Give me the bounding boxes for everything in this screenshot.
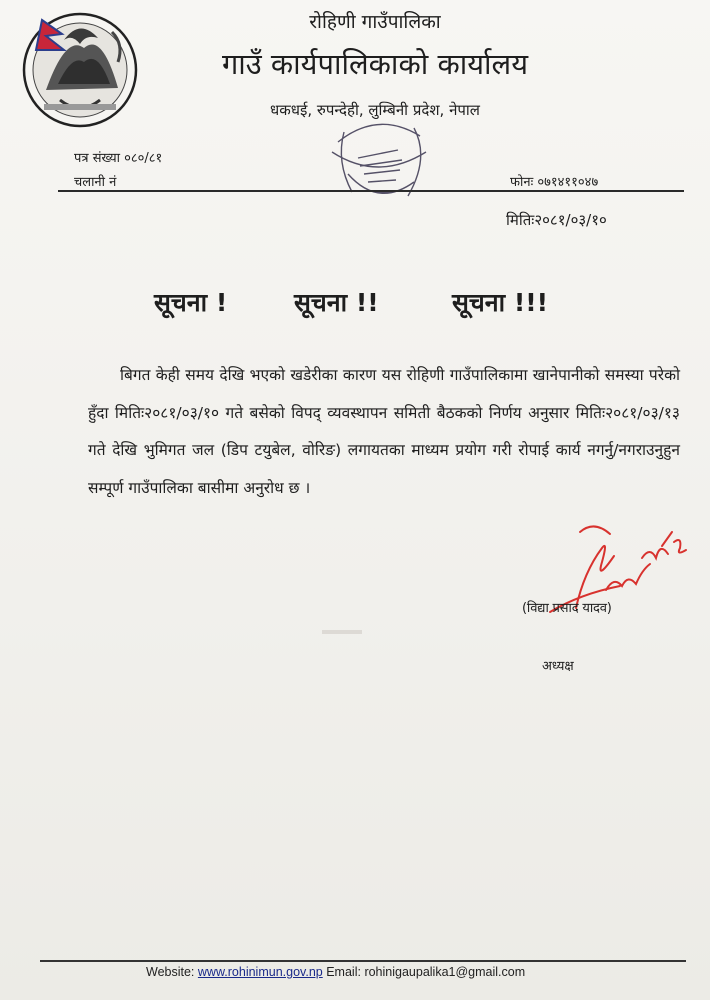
footer-divider xyxy=(40,960,686,962)
signer-name: (विद्या प्रसाद यादव) xyxy=(522,601,612,616)
signer-title: अध्यक्ष xyxy=(542,659,574,674)
office-stamp-icon xyxy=(318,112,438,212)
municipality-name: रोहिणी गाउँपालिका xyxy=(309,11,441,33)
website-label: Website: xyxy=(146,965,195,979)
office-name: गाउँ कार्यपालिकाको कार्यालय xyxy=(221,47,529,81)
notice-body: बिगत केही समय देखि भएको खडेरीका कारण यस रोहिणी गाउँपालिकामा खानेपानीको समस्या परेको हुँदा मितिः२०८१/०३/१० गते बसेको विपद् व्यवस्थापन समिती बैठकको निर्णय अनुसार मितिः२०८१/०३/१३ गते देखि भुमिगत जल (डिप टयुबेल, वोरिङ) लगायतका माध्यम प्रयोग गरी रोपाई कार्य नगर्नु/नगराउनुहुन सम्पूर्ण गाउँपालिका बासीमा अनुरोध छ । xyxy=(88,366,680,497)
footer xyxy=(146,965,525,979)
notice-heading-3: सूचना !!! xyxy=(452,288,549,317)
website-link[interactable]: www.rohinimun.gov.np xyxy=(197,965,323,979)
email-label: Email: xyxy=(326,965,361,979)
email-address[interactable]: rohinigaupalika1@gmail.com xyxy=(364,965,526,979)
phone-number: फोनः ०७१४११०४७ xyxy=(510,175,599,190)
paper-smudge xyxy=(322,630,362,634)
notice-heading-2: सूचना !! xyxy=(294,288,379,317)
office-address: धकधई, रुपन्देही, लुम्बिनी प्रदेश, नेपाल xyxy=(270,101,480,119)
notice-heading-1: सूचना ! xyxy=(154,288,228,317)
dispatch-number: चलानी नं xyxy=(74,175,117,190)
letter-date: मितिः२०८१/०३/१० xyxy=(506,211,607,229)
reference-number: पत्र संख्या ०८०/८१ xyxy=(74,151,163,166)
header-divider xyxy=(58,190,684,192)
